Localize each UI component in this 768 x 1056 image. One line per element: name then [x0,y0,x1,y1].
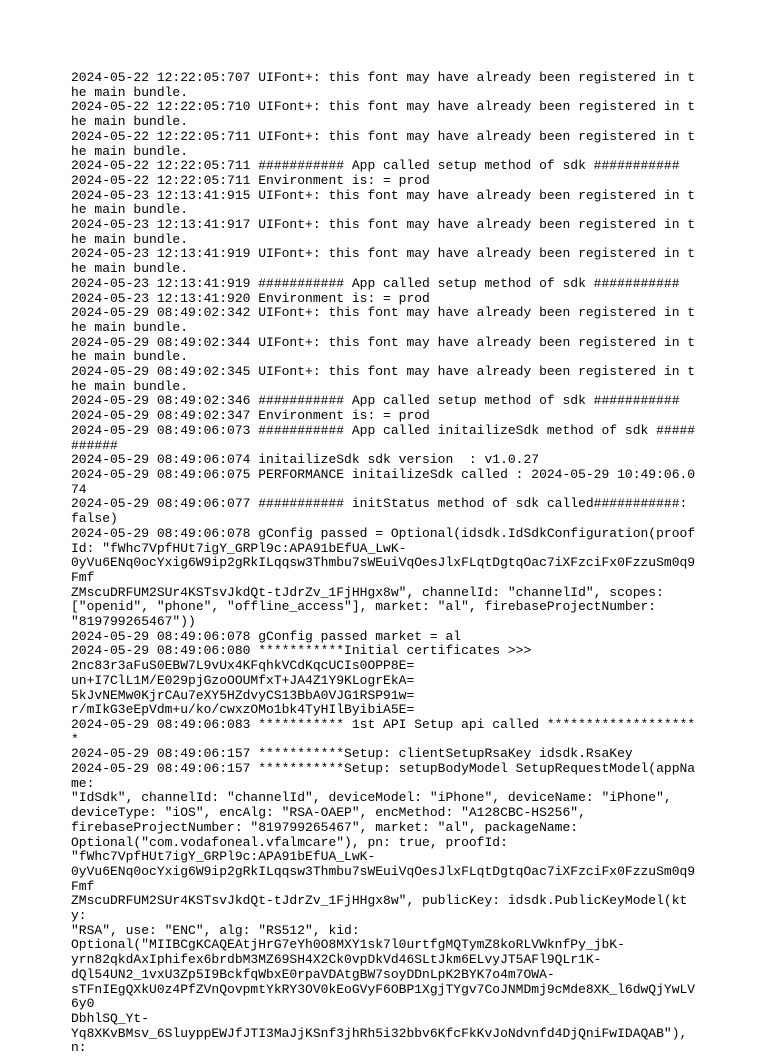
log-line: 2024-05-22 12:22:05:707 UIFont+: this font may have already been registered in the main bundle. [71,70,696,100]
log-line: 2024-05-29 08:49:06:073 ########### App called initailizeSdk method of sdk ########### [71,422,696,453]
log-line: 2024-05-23 12:13:41:917 UIFont+: this font may have already been registered in the main bundle. [71,217,696,247]
log-line: 2024-05-29 08:49:02:346 ########### App called setup method of sdk ########### [71,393,680,409]
log-line: 2024-05-29 08:49:06:077 ########### initStatus method of sdk called###########: false) [71,496,696,527]
log-line: 2024-05-29 08:49:02:347 Environment is: = prod [71,408,430,424]
log-line: 2024-05-22 12:22:05:711 Environment is: = prod [71,172,430,188]
log-line: 2024-05-23 12:13:41:919 UIFont+: this font may have already been registered in the main bundle. [71,246,696,277]
log-line: 2024-05-29 08:49:06:080 ***********Initial certificates >>> 2nc83r3aFuS0EBW7L9vUx4KFqhkVCdKqcUCIs0OPP8E= un+I7ClL1M/E029pjGzoOOUMfxT+JA4Z1Y9KLogrEkA= 5kJvNEMw0KjrCAu7eXY5HZdvyCS13BbA0VJG1RSP91w= r/mIkG3eEpVdm+u/ko/cwxzOMo1bk4TyHIlByibiA5E= [71,643,532,718]
log-line: 2024-05-29 08:49:06:078 gConfig passed market = al [71,628,462,644]
log-line: 2024-05-23 12:13:41:919 ########### App called setup method of sdk ########### [71,275,680,291]
log-line: 2024-05-29 08:49:02:344 UIFont+: this font may have already been registered in the main bundle. [71,334,696,365]
log-line: 2024-05-22 12:22:05:711 ########### App called setup method of sdk ########### [71,158,680,174]
log-line: 2024-05-29 08:49:02:342 UIFont+: this font may have already been registered in the main bundle. [71,305,696,335]
log-line: 2024-05-22 12:22:05:711 UIFont+: this font may have already been registered in the main bundle. [71,128,696,159]
log-line: 2024-05-29 08:49:06:083 *********** 1st API Setup api called ******************** [71,716,696,747]
log-line: 2024-05-29 08:49:02:345 UIFont+: this font may have already been registered in the main bundle. [71,364,696,394]
log-line: 2024-05-29 08:49:06:157 ***********Setup: setupBodyModel SetupRequestModel(appName: "IdSdk", channelId: "channelId", deviceModel: "iPhone", deviceName: "iPhone", deviceType: "iOS", encAlg: "RSA-OAEP", encMethod: "A128CBC-HS256", firebaseProjectNumber: "819799265467", market: "al", packageName: Optional("com.vodafoneal.vfalmcare"), pn: true, proofId: "fWhc7VpfHUt7igY_GRPl9c:APA91bEfUA_LwK- 0yVu6ENq0ocYxig6W9ip2gRkILqqsw3Thmbu7sWEuiVqOesJlxFLqtDgtqOac7iXFzciFx0FzzuSm0q9Fmf ZMscuDRFUM2SUr4KSTsvJkdQt-tJdrZv_1FjHHgx8w", publicKey: idsdk.PublicKeyModel(kty: "RSA", use: "ENC", alg: "RS512", kid: Optional("MIIBCgKCAQEAtjHrG7eYh0O8MXY1sk7l0urtfgMQTymZ8koRLVWknfPy_jbK- yrn82qkdAxIphifex6brdbM3MZ69SH4X2Ck0vpDkVd46SLtJkm6ELvyJT5AFl9QLr1K- dQl54UN2_1vxU3Zp5I9BckfqWbxE0rpaVDAtgBW7soyDDnLpK2BYK7o4m7OWA- sTFnIEgQXkU0z4PfZVnQovpmtYkRY3OV0kEoGVyF6OBP1XgjTYgv7CoJNMDmj9cMde8XK_l6dwQjYwLV6y0 DbhlSQ_Yt- Yq8XKvBMsv_6SluyppEWJfJTI3MaJjKSnf3jhRh5i32bbv6KfcFkKvJoNdvnfd4DjQniFwIDAQAB"), n: [71,761,696,1056]
log-output [71,71,701,1056]
log-line: 2024-05-23 12:13:41:920 Environment is: = prod [71,290,430,306]
log-line: 2024-05-29 08:49:06:157 ***********Setup: clientSetupRsaKey idsdk.RsaKey [71,746,633,762]
log-line: 2024-05-29 08:49:06:078 gConfig passed = Optional(idsdk.IdSdkConfiguration(proofId: "fWhc7VpfHUt7igY_GRPl9c:APA91bEfUA_LwK- 0yVu6ENq0ocYxig6W9ip2gRkILqqsw3Thmbu7sWEuiVqOesJlxFLqtDgtqOac7iXFzciFx0FzzuSm0q9Fmf ZMscuDRFUM2SUr4KSTsvJkdQt-tJdrZv_1FjHHgx8w", channelId: "channelId", scopes: ["openid", "phone", "offline_access"], market: "al", firebaseProjectNumber: "819799265467")) [71,525,696,630]
log-line: 2024-05-29 08:49:06:074 initailizeSdk sdk version : v1.0.27 [71,452,540,468]
log-line: 2024-05-23 12:13:41:915 UIFont+: this font may have already been registered in the main bundle. [71,187,696,218]
log-line: 2024-05-22 12:22:05:710 UIFont+: this font may have already been registered in the main bundle. [71,99,696,130]
log-line: 2024-05-29 08:49:06:075 PERFORMANCE initailizeSdk called : 2024-05-29 10:49:06.074 [71,466,696,497]
